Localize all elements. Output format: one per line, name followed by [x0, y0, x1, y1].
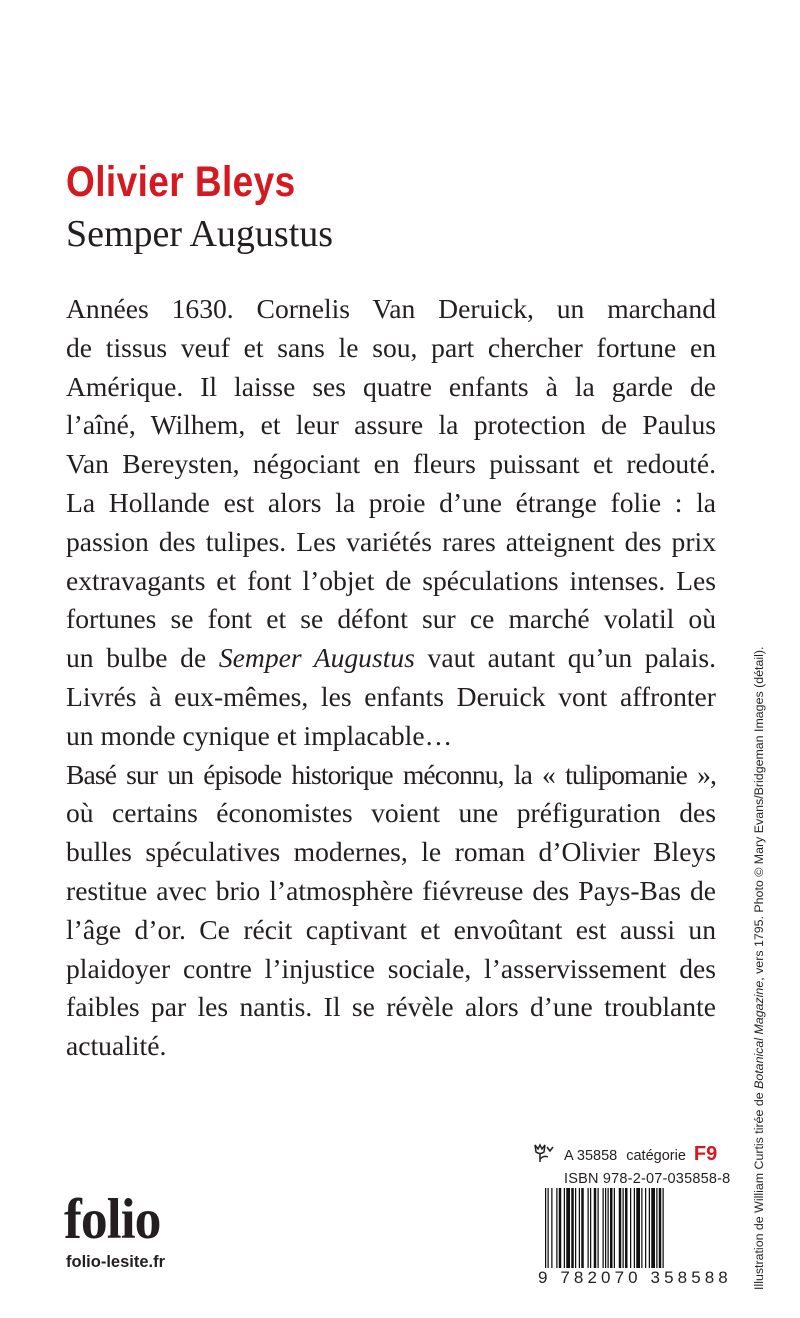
- barcode-bar: [636, 1188, 640, 1268]
- blurb-line: [66, 639, 716, 678]
- barcode-bar: [588, 1188, 589, 1268]
- blurb-line: où certains économistes voient une préfiguration des: [66, 797, 716, 829]
- barcode-bar: [605, 1188, 606, 1268]
- barcode-bar: [614, 1188, 615, 1268]
- barcode-bar: [625, 1188, 628, 1268]
- barcode-bar: [663, 1188, 664, 1268]
- barcode-bar: [545, 1188, 546, 1268]
- blurb-line: Amérique. Il laisse ses quatre enfants à la garde de: [66, 370, 716, 402]
- barcode: [545, 1188, 713, 1268]
- blurb-line: extravagants et font l’objet de spéculations intenses. Les: [66, 564, 716, 596]
- blurb: [66, 290, 716, 1066]
- barcode-bar: [590, 1188, 591, 1268]
- blurb-line: fortunes se font et se défont sur ce marché volatil où: [66, 603, 716, 635]
- barcode-bar: [610, 1188, 613, 1268]
- barcode-bar: [634, 1188, 635, 1268]
- barcode-bar: [659, 1188, 662, 1268]
- category-code: F9: [693, 1143, 718, 1165]
- barcode-bar: [559, 1188, 562, 1268]
- blurb-text: un bulbe de: [66, 642, 219, 674]
- category-label: catégorie: [626, 1148, 686, 1164]
- blurb-line: restitue avec brio l’atmosphère fiévreuse des Pays-Bas de: [66, 874, 716, 906]
- barcode-bar: [630, 1188, 631, 1268]
- barcode-bar: [608, 1188, 609, 1268]
- barcode-bar: [645, 1188, 646, 1268]
- barcode-digits: 9 782070 358588: [538, 1268, 732, 1287]
- barcode-bar: [641, 1188, 642, 1268]
- blurb-line: Livrés à eux-mêmes, les enfants Deruick vont affronter: [66, 680, 716, 712]
- barcode-bar: [651, 1188, 655, 1268]
- barcode-bar: [556, 1188, 557, 1268]
- author-name: Olivier Bleys: [66, 158, 296, 206]
- credit-text: Illustration de William Curtis tirée de: [752, 1088, 766, 1290]
- barcode-bar: [603, 1188, 604, 1268]
- barcode-bar: [598, 1188, 599, 1268]
- tulip-icon: [532, 1143, 554, 1163]
- barcode-bar: [581, 1188, 584, 1268]
- blurb-line: La Hollande est alors la proie d’une étrange folie : la: [66, 486, 716, 518]
- barcode-bar: [575, 1188, 576, 1268]
- blurb-line: Basé sur un épisode historique méconnu, la « tulipomanie »,: [66, 758, 716, 790]
- catalog-codes: [532, 1140, 730, 1187]
- barcode-bar: [579, 1188, 580, 1268]
- barcode-bar: [571, 1188, 574, 1268]
- barcode-bar: [566, 1188, 570, 1268]
- blurb-paragraph-2: [66, 756, 716, 1066]
- blurb-line: un monde cynique et implacable…: [66, 719, 453, 751]
- catalog-row: [532, 1140, 730, 1166]
- blurb-line: actualité.: [66, 1030, 167, 1062]
- blurb-line: Années 1630. Cornelis Van Deruick, un marchand: [66, 293, 716, 324]
- isbn: ISBN 978-2-07-035858-8: [564, 1171, 731, 1187]
- credit-source: Botanical Magazine: [752, 980, 766, 1089]
- barcode-bar: [564, 1188, 565, 1268]
- folio-logo: folio: [64, 1188, 161, 1251]
- blurb-text: vaut autant qu’un palais.: [414, 642, 717, 674]
- barcode-bar: [656, 1188, 657, 1268]
- blurb-line: l’aîné, Wilhem, et leur assure la protection de Paulus: [66, 409, 716, 441]
- barcode-bar: [649, 1188, 650, 1268]
- website-link[interactable]: folio-lesite.fr: [66, 1253, 166, 1271]
- blurb-paragraph-1: [66, 290, 716, 756]
- credit-text: , vers 1795. Photo © Mary Evans/Bridgeman Images (détail).: [752, 646, 766, 981]
- blurb-italic-title: Semper Augustus: [218, 642, 415, 674]
- barcode-bar: [594, 1188, 597, 1268]
- blurb-line: faibles par les nantis. Il se révèle alors d’une troublante: [66, 991, 716, 1023]
- book-title: Semper Augustus: [66, 213, 334, 255]
- illustration-credit: [752, 647, 766, 1290]
- catalog-reference: A 35858: [564, 1148, 618, 1164]
- blurb-line: bulles spéculatives modernes, le roman d’Olivier Bleys: [66, 836, 716, 868]
- blurb-line: l’âge d’or. Ce récit captivant et envoûtant est aussi un: [66, 913, 716, 945]
- barcode-bar: [619, 1188, 622, 1268]
- blurb-line: passion des tulipes. Les variétés rares atteignent des prix: [66, 525, 716, 557]
- barcode-bar: [551, 1188, 552, 1268]
- blurb-line: plaidoyer contre l’injustice sociale, l’asservissement des: [66, 952, 716, 984]
- blurb-line: Van Bereysten, négociant en fleurs puissant et redouté.: [66, 448, 716, 480]
- barcode-bar: [623, 1188, 624, 1268]
- barcode-bar: [548, 1188, 549, 1268]
- blurb-line: de tissus veuf et sans le sou, part chercher fortune en: [66, 331, 716, 363]
